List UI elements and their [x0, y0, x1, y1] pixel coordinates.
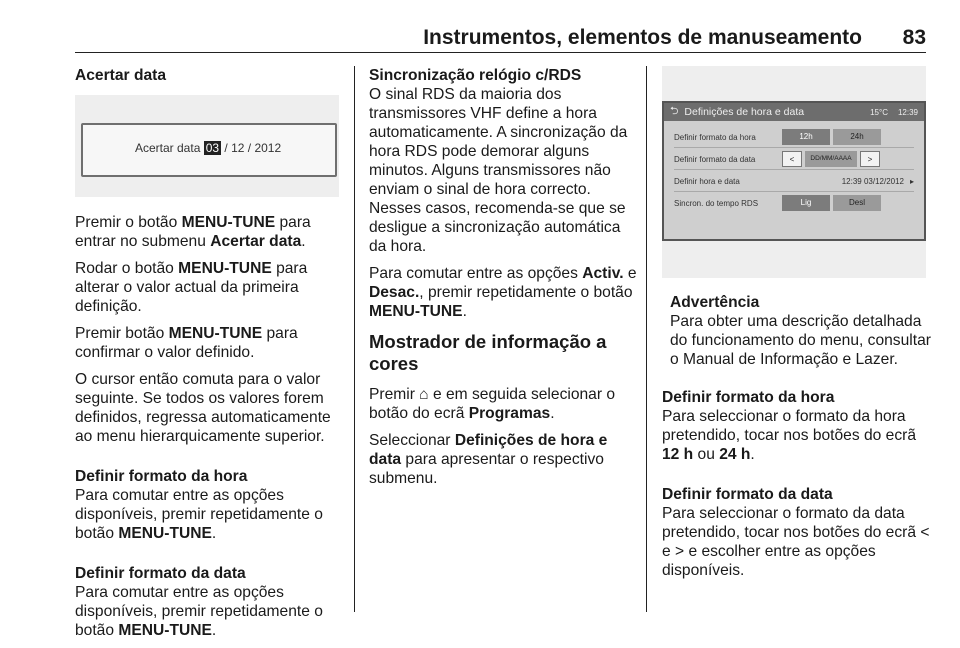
subheading-formato-data: Definir formato da data	[662, 486, 833, 503]
row-label: Definir formato da hora	[674, 132, 756, 142]
settings-screen-figure	[662, 66, 926, 278]
row-set-time-date[interactable]	[674, 171, 914, 192]
rds-on-button[interactable]: Lig	[782, 195, 830, 211]
screen-title: Definições de hora e data	[684, 106, 805, 118]
page-header-title: Instrumentos, elementos de manuseamento	[423, 26, 862, 49]
right-column-body	[662, 388, 932, 588]
note-title: Advertência	[670, 294, 760, 311]
paragraph: O sinal RDS da maioria dos transmissores VHF define a hora automaticamente. A sincronização da hora RDS pode demorar alguns minutos. Alguns transmissores não enviam o sinal de hora correcto. Nesses casos, recomenda-se que se desligue a sincronização automática da hora.	[369, 86, 628, 255]
row-label: Definir formato da data	[674, 154, 756, 164]
row-date-format	[674, 149, 914, 170]
date-display-text	[135, 141, 281, 155]
left-column-body	[75, 213, 345, 648]
12h-button[interactable]: 12h	[782, 129, 830, 145]
left-column	[75, 66, 343, 85]
rds-off-button[interactable]: Desl	[833, 195, 881, 211]
screen-title-bar	[664, 103, 924, 121]
greater-than-icon: >	[675, 543, 685, 560]
date-format-value: DD/MM/AAAA	[805, 151, 857, 167]
row-time-format	[674, 127, 914, 148]
subheading-formato-hora: Definir formato da hora	[662, 389, 835, 406]
home-icon: ⌂	[419, 386, 429, 403]
clock: 12:39	[897, 107, 918, 117]
prev-format-button[interactable]: <	[782, 151, 802, 167]
paragraph: Premir botão MENU-TUNE para confirmar o valor definido.	[75, 325, 298, 361]
row-label: Sincron. do tempo RDS	[674, 198, 759, 208]
section-heading-mostrador: Mostrador de informação a cores	[369, 331, 607, 374]
row-label: Definir hora e data	[674, 176, 740, 186]
back-icon[interactable]: ⮌	[670, 105, 679, 117]
next-format-button[interactable]: >	[860, 151, 880, 167]
paragraph: Premir o botão MENU-TUNE para entrar no submenu Acertar data.	[75, 214, 311, 250]
date-figure	[75, 95, 339, 197]
note-text: Para obter uma descrição detalhada do funcionamento do menu, consultar o Manual de Informação e Lazer.	[670, 313, 931, 368]
paragraph: Para seleccionar o formato da data pretendido, tocar nos botões do ecrã < e > e escolher entre as opções disponíveis.	[662, 505, 930, 579]
subheading-formato-hora: Definir formato da hora	[75, 468, 248, 485]
middle-column	[369, 66, 637, 496]
date-entry-display	[81, 123, 337, 177]
section-heading-acertar-data: Acertar data	[75, 67, 167, 84]
paragraph: Para comutar entre as opções Activ. e Desac., premir repetidamente o botão MENU-TUNE.	[369, 265, 637, 320]
section-heading-rds: Sincronização relógio c/RDS	[369, 67, 582, 84]
row-rds-sync	[674, 193, 914, 213]
subheading-formato-data: Definir formato da data	[75, 565, 246, 582]
date-prefix: Acertar data	[135, 141, 201, 155]
page-number: 83	[902, 26, 926, 49]
temperature: 15°C	[870, 107, 888, 117]
note-block	[670, 293, 932, 369]
column-divider-2	[646, 66, 647, 612]
paragraph: Premir ⌂ e em seguida selecionar o botão do ecrã Programas.	[369, 386, 616, 422]
current-time-date: 12:39 03/12/2012	[841, 176, 904, 186]
24h-button[interactable]: 24h	[833, 129, 881, 145]
less-than-icon: <	[920, 524, 930, 541]
date-rest: / 12 / 2012	[224, 141, 282, 155]
paragraph: Rodar o botão MENU-TUNE para alterar o valor actual da primeira definição.	[75, 260, 308, 315]
paragraph: O cursor então comuta para o valor seguinte. Se todos os valores forem definidos, regressa automaticamente ao menu hierarquicamente superior.	[75, 371, 331, 445]
date-day-highlight: 03	[205, 141, 220, 155]
chevron-right-icon: ▸	[909, 176, 914, 186]
settings-screen	[662, 101, 926, 241]
paragraph: Seleccionar Definições de hora e data para apresentar o respectivo submenu.	[369, 432, 608, 487]
paragraph: Para comutar entre as opções disponíveis, premir repetidamente o botão MENU-TUNE.	[75, 487, 323, 542]
paragraph: Para comutar entre as opções disponíveis, premir repetidamente o botão MENU-TUNE.	[75, 584, 323, 639]
header-rule	[75, 52, 926, 53]
paragraph: Para seleccionar o formato da hora pretendido, tocar nos botões do ecrã 12 h ou 24 h.	[662, 408, 916, 463]
column-divider-1	[354, 66, 355, 612]
